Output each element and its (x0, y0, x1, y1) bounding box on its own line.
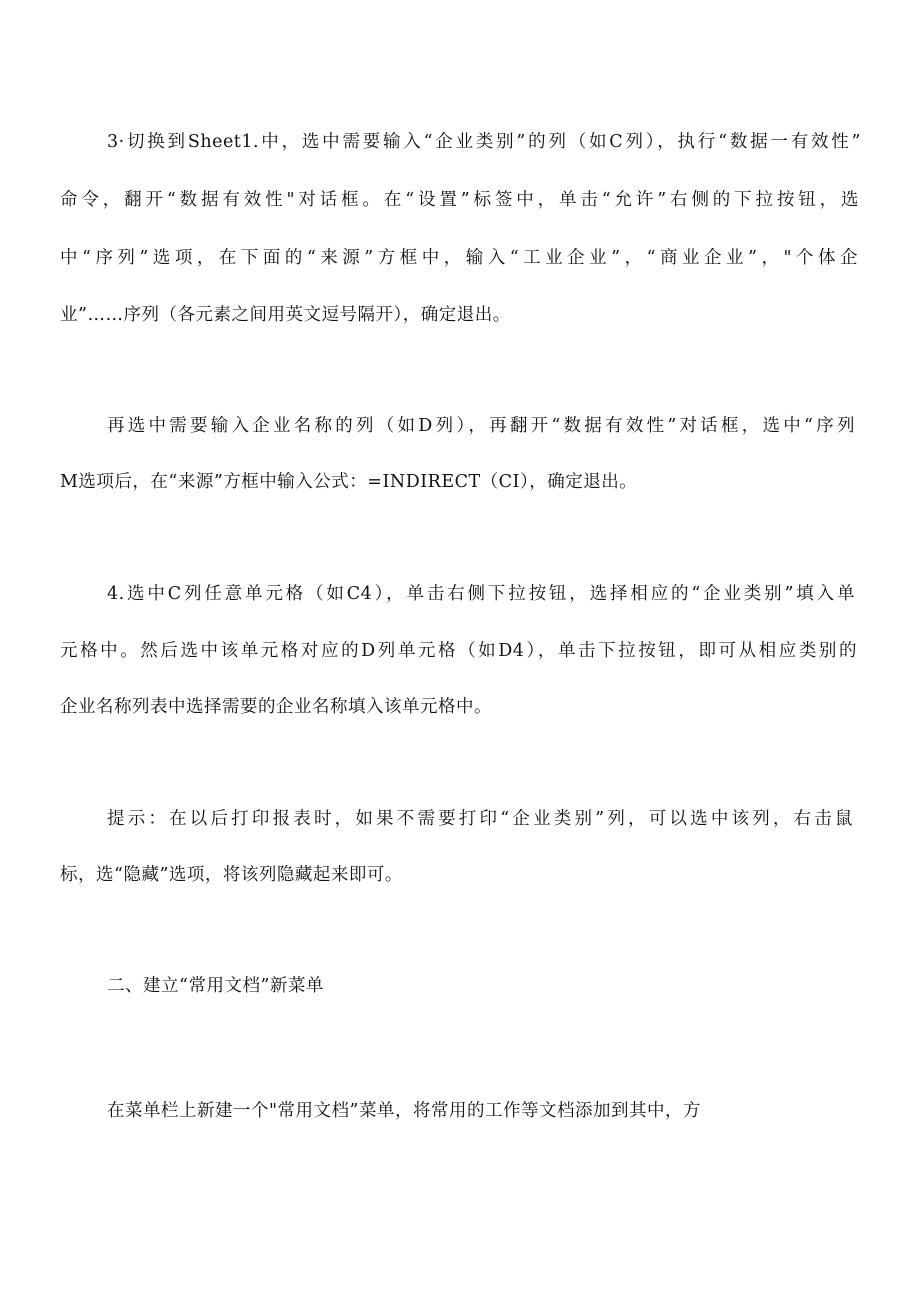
paragraph-menu-intro-line-1: 在菜单栏上新建一个"常用文档”菜单，将常用的工作等文档添加到其中，方 (107, 1101, 701, 1121)
paragraph-step3-continued-line-1: 再选中需要输入企业名称的列（如D列），再翻开“数据有效性”对话框，选中“序列 (107, 416, 855, 436)
section-heading: 二、建立“常用文档”新菜单 (107, 976, 324, 996)
paragraph-step3-continued-line-2: M选项后，在“来源”方框中输入公式：=INDIRECT（CI），确定退出。 (60, 472, 638, 492)
paragraph-step3-line-1: 3·切换到Sheet1.中，选中需要输入“企业类别”的列（如C列），执行“数据一有效性” (107, 132, 861, 152)
paragraph-step3-line-3: 中“序列”选项，在下面的“来源”方框中，输入“工业企业”，“商业企业”，"个体企 (60, 248, 858, 268)
paragraph-tip-line-1: 提示：在以后打印报表时，如果不需要打印“企业类别”列，可以选中该列，右击鼠 (107, 809, 853, 829)
paragraph-step4-line-2: 元格中。然后选中该单元格对应的D列单元格（如D4），单击下拉按钮，即可从相应类别的 (60, 641, 857, 661)
paragraph-tip-line-2: 标，选“隐藏”选项，将该列隐藏起来即可。 (60, 865, 403, 885)
paragraph-step3-line-4: 业”……序列（各元素之间用英文逗号隔开），确定退出。 (60, 305, 511, 325)
paragraph-step3-line-2: 命令，翻开“数据有效性"对话框。在“设置”标签中，单击“允许”右侧的下拉按钮，选 (60, 190, 859, 210)
paragraph-step4-line-3: 企业名称列表中选择需要的企业名称填入该单元格中。 (60, 697, 492, 717)
paragraph-step4-line-1: 4.选中C列任意单元格（如C4），单击右侧下拉按钮，选择相应的“企业类别”填入单 (107, 584, 855, 604)
